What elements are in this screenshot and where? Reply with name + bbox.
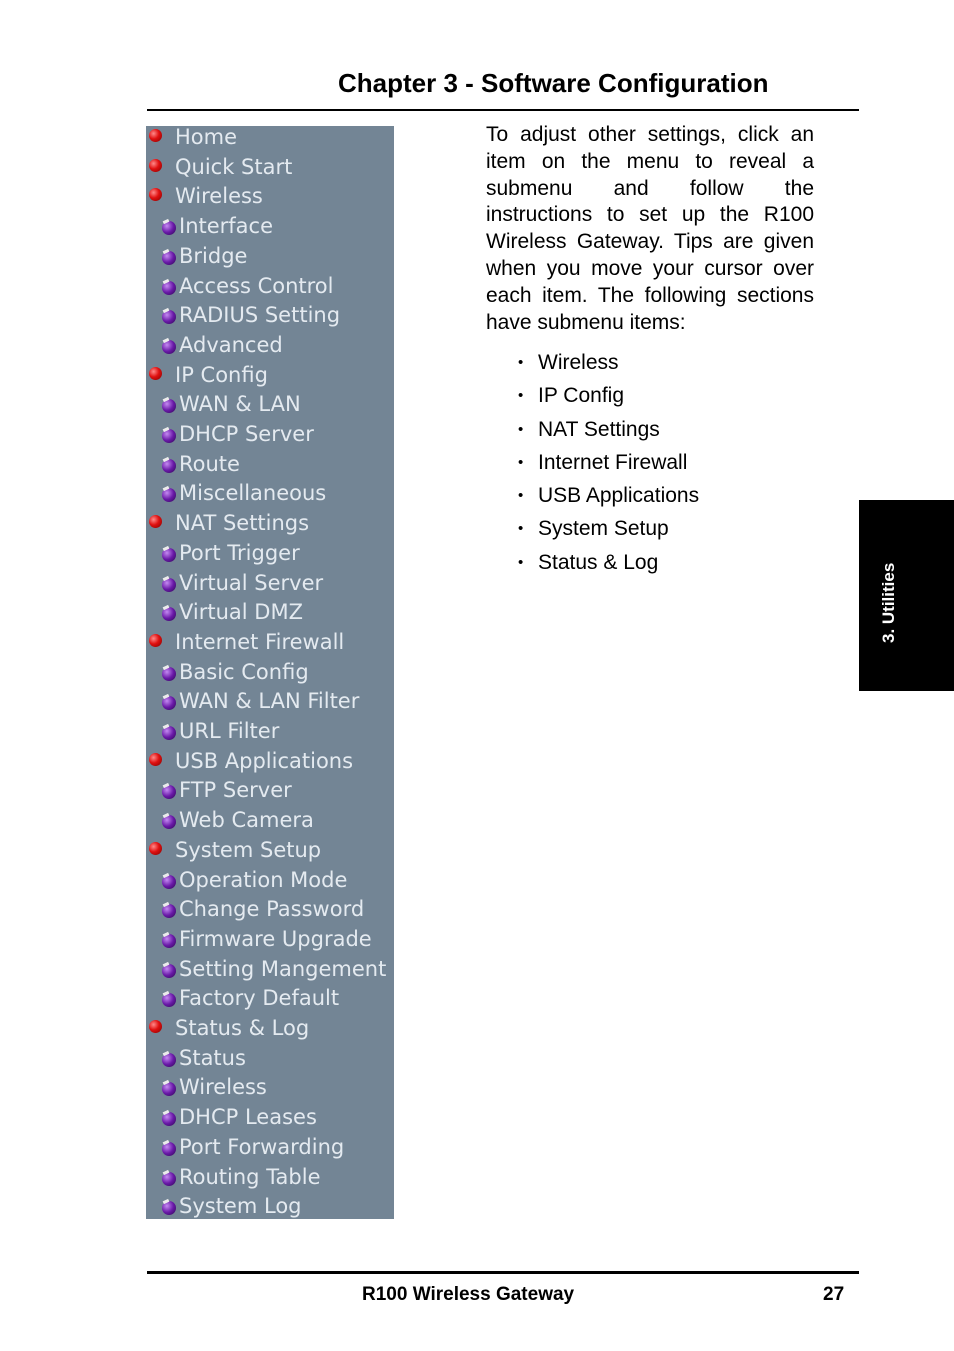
red-bullet-icon [149,159,162,172]
purple-bullet-icon [162,548,176,562]
menu-item-label: Virtual DMZ [179,600,303,625]
menu-item[interactable] [146,185,394,215]
menu-item-label: Change Password [179,897,365,922]
purple-bullet-icon [162,875,176,889]
purple-bullet-icon [162,667,176,681]
menu-item[interactable] [146,750,394,780]
menu-item-label: RADIUS Setting [179,303,341,328]
submenu-item[interactable] [146,215,394,245]
purple-bullet-icon [162,578,176,592]
submenu-item[interactable] [146,809,394,839]
menu-item-label: Routing Table [179,1164,321,1189]
red-bullet-icon [149,1020,162,1033]
submenu-item[interactable] [146,987,394,1017]
purple-bullet-icon [162,934,176,948]
section-list-item: • System Setup [518,515,699,548]
purple-bullet-icon [162,1053,176,1067]
menu-item-label: Home [175,126,238,149]
purple-bullet-icon [162,251,176,265]
purple-bullet-icon [162,696,176,710]
purple-bullet-icon [162,281,176,295]
submenu-item[interactable] [146,304,394,334]
menu-item-label: Status [179,1045,246,1070]
purple-bullet-icon [162,488,176,502]
menu-item[interactable] [146,126,394,156]
submenu-item[interactable] [146,245,394,275]
submenu-item[interactable] [146,542,394,572]
menu-item-label: Internet Firewall [175,629,345,654]
submenu-item[interactable] [146,928,394,958]
submenu-item[interactable] [146,1106,394,1136]
submenu-item[interactable] [146,958,394,988]
menu-item-label: WAN & LAN [179,392,301,417]
section-list-item: • Internet Firewall [518,449,699,482]
footer-rule [147,1271,859,1274]
menu-item-label: USB Applications [175,748,354,773]
submenu-item[interactable] [146,1047,394,1077]
purple-bullet-icon [162,815,176,829]
menu-item-label: WAN & LAN Filter [179,689,360,714]
navigation-menu [146,126,394,1219]
purple-bullet-icon [162,221,176,235]
purple-bullet-icon [162,1082,176,1096]
menu-item[interactable] [146,156,394,186]
menu-item-label: Access Control [179,273,334,298]
red-bullet-icon [149,188,162,201]
purple-bullet-icon [162,904,176,918]
menu-item-label: DHCP Server [179,422,314,446]
menu-item-label: Basic Config [179,659,309,684]
menu-item-label: IP Config [175,362,268,387]
submenu-item[interactable] [146,1166,394,1196]
submenu-item[interactable] [146,1076,394,1106]
purple-bullet-icon [162,1201,176,1215]
menu-item[interactable] [146,1017,394,1047]
chapter-title: Chapter 3 - Software Configuration [338,68,769,98]
section-list-item: • Status & Log [518,549,699,582]
submenu-item[interactable] [146,393,394,423]
menu-item-label: Status & Log [175,1016,310,1040]
red-bullet-icon [149,515,162,528]
purple-bullet-icon [162,399,176,413]
submenu-item[interactable] [146,601,394,631]
purple-bullet-icon [162,785,176,799]
body-paragraph: To adjust other settings, click an item on the menu to reveal a submenu and follow the instructions to set up the R100 Wireless Gateway. Tips are given when you move your cursor over each item. The following sections have submenu items: [486,123,814,334]
menu-item-label: Wireless [175,184,263,209]
menu-item-label: System Setup [175,837,322,862]
menu-item-label: Miscellaneous [179,481,327,506]
menu-item-label: Port Trigger [179,540,300,565]
submenu-item[interactable] [146,423,394,453]
purple-bullet-icon [162,964,176,978]
menu-item-label: Setting Mangement [179,956,387,981]
purple-bullet-icon [162,429,176,443]
menu-item[interactable] [146,839,394,869]
purple-bullet-icon [162,340,176,354]
submenu-item[interactable] [146,661,394,691]
menu-item-label: Bridge [179,243,248,268]
menu-item-label: Quick Start [175,154,293,179]
submenu-item[interactable] [146,720,394,750]
purple-bullet-icon [162,459,176,473]
red-bullet-icon [149,367,162,380]
section-list-item: • Wireless [518,349,699,382]
menu-item-label: DHCP Leases [179,1105,317,1130]
submenu-item[interactable] [146,482,394,512]
section-list-item: • NAT Settings [518,416,699,449]
menu-item-label: Advanced [179,332,283,357]
header-rule [147,109,859,111]
submenu-item[interactable] [146,334,394,364]
menu-item-label: Route [179,451,240,476]
menu-item-label: FTP Server [179,778,292,803]
menu-item-label: Virtual Server [179,570,324,595]
menu-item-label: URL Filter [179,719,280,743]
footer-title: R100 Wireless Gateway [362,1284,575,1305]
page-number: 27 [823,1284,845,1305]
side-tab-label: 3. Utilities [879,562,898,643]
menu-item-label: Firmware Upgrade [179,926,372,951]
submenu-item[interactable] [146,690,394,720]
menu-item-label: Factory Default [179,986,340,1011]
red-bullet-icon [149,753,162,766]
submenu-section-list [518,349,699,582]
section-list-item: • USB Applications [518,482,699,515]
menu-item[interactable] [146,631,394,661]
menu-item[interactable] [146,364,394,394]
purple-bullet-icon [162,1172,176,1186]
menu-item-label: Web Camera [179,808,314,833]
section-list-item: • IP Config [518,382,699,415]
submenu-item[interactable] [146,1195,394,1219]
submenu-item[interactable] [146,869,394,899]
red-bullet-icon [149,634,162,647]
menu-item-label: Port Forwarding [179,1134,345,1159]
submenu-item[interactable] [146,1136,394,1166]
menu-item[interactable] [146,512,394,542]
menu-item-label: System Log [179,1194,302,1219]
menu-item-label: Operation Mode [179,867,348,892]
submenu-item[interactable] [146,898,394,928]
red-bullet-icon [149,129,162,142]
submenu-item[interactable] [146,275,394,305]
submenu-item[interactable] [146,453,394,483]
submenu-item[interactable] [146,572,394,602]
submenu-item[interactable] [146,779,394,809]
purple-bullet-icon [162,993,176,1007]
red-bullet-icon [149,842,162,855]
chapter-side-tab [859,500,954,691]
purple-bullet-icon [162,1112,176,1126]
purple-bullet-icon [162,607,176,621]
purple-bullet-icon [162,726,176,740]
menu-item-label: NAT Settings [175,511,310,536]
menu-item-label: Interface [179,214,274,239]
purple-bullet-icon [162,310,176,324]
menu-item-label: Wireless [179,1075,267,1100]
purple-bullet-icon [162,1142,176,1156]
